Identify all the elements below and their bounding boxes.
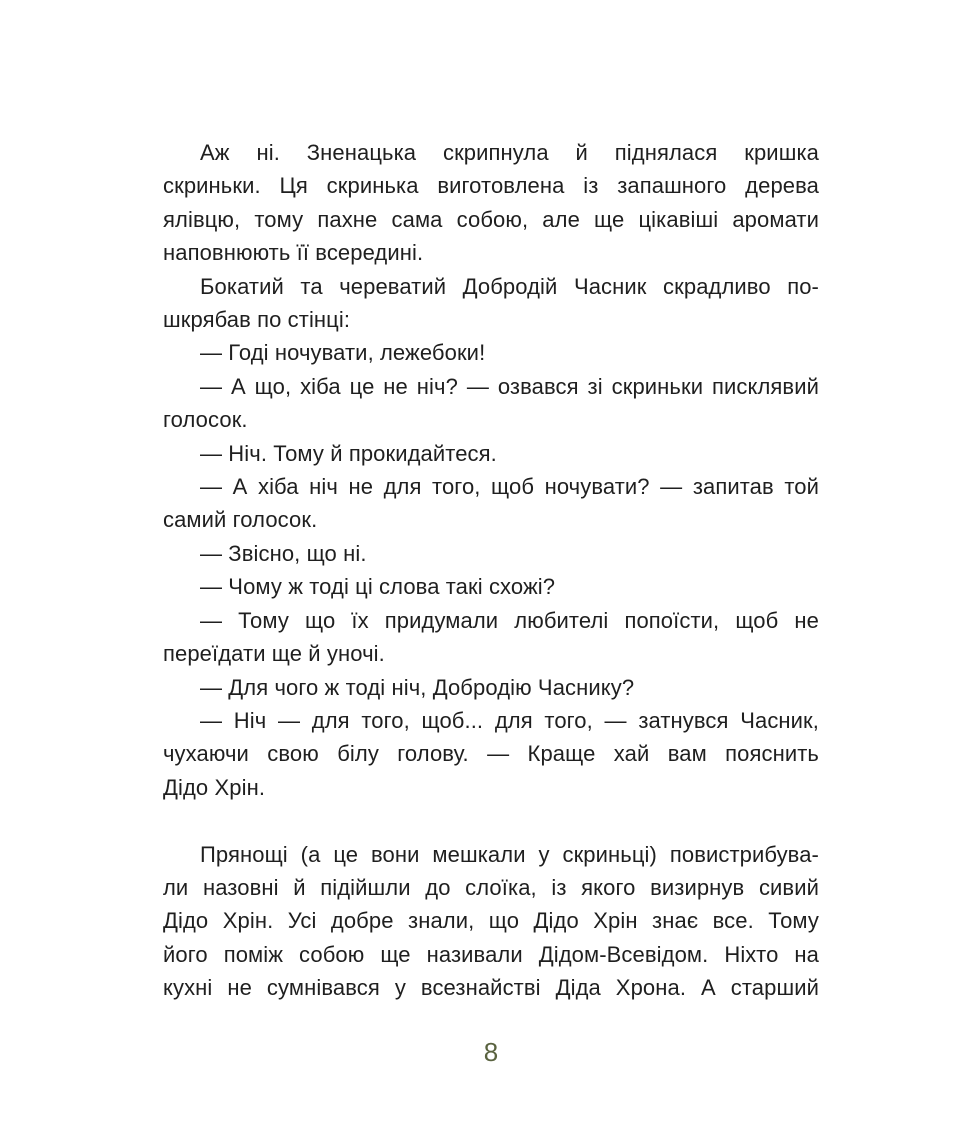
paragraph <box>163 671 819 704</box>
text-line: ли назовні й підійшли до слоїка, із якого визирнув сивий <box>163 874 819 900</box>
text-line: — Чому ж тоді ці слова такі схожі? <box>200 574 556 600</box>
text-line: Прянощі (а це вони мешкали у скриньці) повистрибува- <box>200 841 819 867</box>
paragraph <box>163 336 819 369</box>
text-line: переїдати ще й уночі. <box>163 641 385 667</box>
paragraph <box>163 537 819 570</box>
text-line: Дідо Хрін. <box>163 774 266 800</box>
text-block <box>163 136 819 1005</box>
text-line: — Ніч. Тому й прокидайтеся. <box>200 440 497 466</box>
text-line: — Тому що їх придумали любителі попоїсти, щоб не <box>200 607 819 633</box>
text-line: його поміж собою ще називали Дідом-Всевідом. Ніхто на <box>163 941 819 967</box>
text-line: голосок. <box>163 407 248 433</box>
text-line: — Звісно, що ні. <box>200 540 367 566</box>
paragraph <box>163 270 819 337</box>
paragraph <box>163 838 819 1005</box>
paragraph <box>163 704 819 804</box>
text-line: шкрябав по стінці: <box>163 307 351 333</box>
paragraph <box>163 370 819 437</box>
page-number: 8 <box>483 1037 499 1067</box>
text-line: — А що, хіба це не ніч? — озвався зі скриньки писклявий <box>200 373 819 399</box>
paragraph <box>163 136 819 270</box>
text-line: Аж ні. Зненацька скрипнула й піднялася кришка <box>200 140 819 165</box>
text-line: — А хіба ніч не для того, щоб ночувати? — запитав той <box>200 474 819 500</box>
text-line: Дідо Хрін. Усі добре знали, що Дідо Хрін знає все. Тому <box>163 908 819 934</box>
paragraph <box>163 604 819 671</box>
text-line: ялівцю, тому пахне сама собою, але ще цікавіші аромати <box>163 206 819 232</box>
text-line: чухаючи свою білу голову. — Краще хай вам пояснить <box>163 741 819 767</box>
text-line: самий голосок. <box>163 507 318 533</box>
text-line: — Годі ночувати, лежебоки! <box>200 340 486 366</box>
text-line: наповнюють її всередині. <box>163 240 424 266</box>
paragraph <box>163 437 819 470</box>
text-line: — Ніч — для того, щоб... для того, — затнувся Часник, <box>200 707 819 733</box>
text-line: — Для чого ж тоді ніч, Добродію Часнику? <box>200 674 635 700</box>
text-line: Бокатий та череватий Добродій Часник скрадливо по- <box>200 273 819 299</box>
section-gap <box>163 804 819 837</box>
paragraph <box>163 570 819 603</box>
text-line: кухні не сумнівався у всезнайстві Діда Хрона. А старший <box>163 975 819 1001</box>
paragraph <box>163 470 819 537</box>
text-line: скриньки. Ця скринька виготовлена із запашного дерева <box>163 173 819 199</box>
